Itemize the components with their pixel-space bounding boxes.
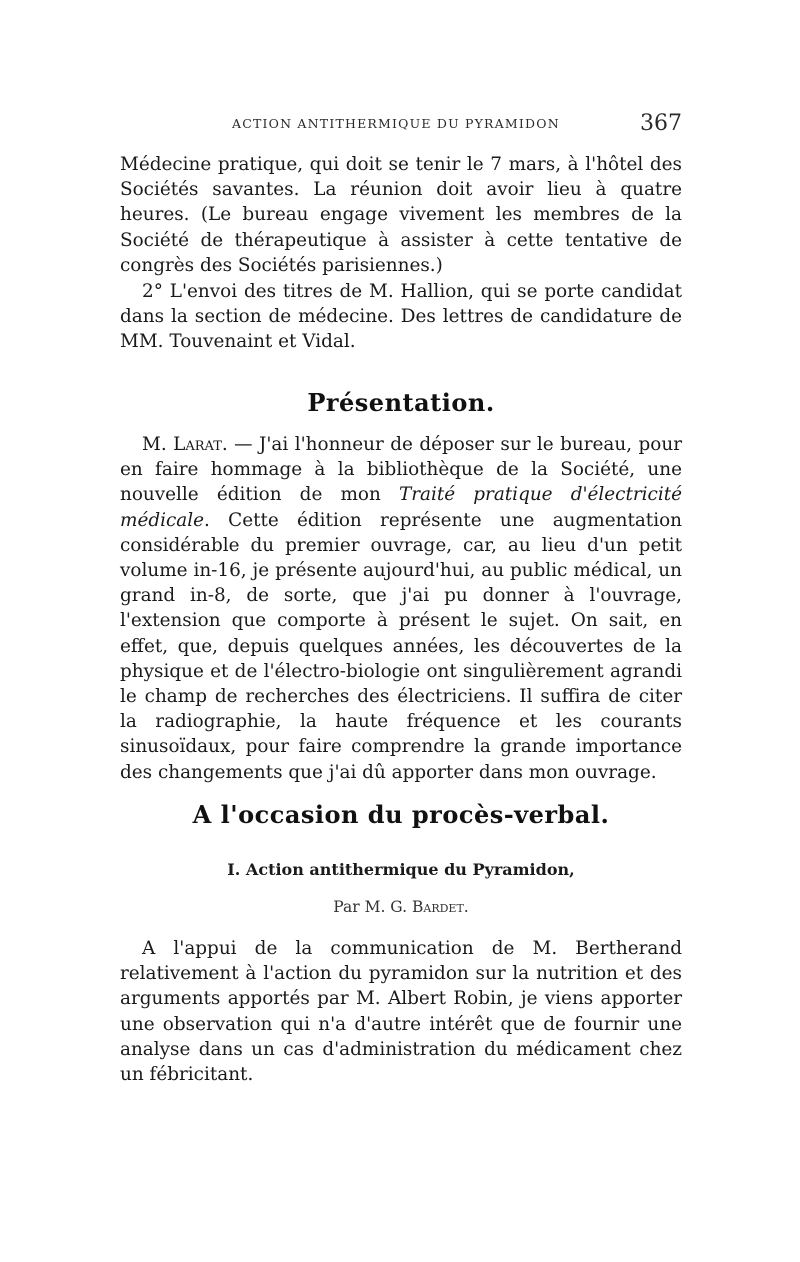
paragraph-titles [120, 279, 682, 355]
paragraph-text: 2° L'envoi des titres de M. Hallion, qui se porte candidat dans la section de médecine. Des lettres de candidature de MM. Touvenaint et Vidal. [120, 281, 682, 353]
paragraph-text: Médecine pratique, qui doit se tenir le 7 mars, à l'hôtel des Sociétés savantes. La réunion doit avoir lieu à quatre heures. (Le bureau engage vivement les membres de la Société de thérapeutique à assister à cette tentative de congrès des Sociétés parisiennes.) [120, 154, 682, 276]
speaker-prefix: M. [142, 434, 174, 455]
author-prefix: Par M. G. [333, 898, 412, 916]
section-heading-presentation: Présentation. [307, 388, 495, 417]
paragraph-text [120, 432, 682, 785]
book-title: Traité pratique d'électricité médicale [120, 484, 682, 531]
paragraph-presentation [120, 432, 682, 785]
presentation-rest: . Cette édition représente une augmentation considérable du premier ouvrage, car, au lieu d'un petit volume in-16, je présente aujourd'hui, au public médical, un grand in-8, de sorte, que j'ai pu donner à l'ouvrage, l'extension que comporte à présent le sujet. On sait, en effet, que, depuis quelques années, les découvertes de la physique et de l'électro-biologie ont singulièrement agrandi le champ de recherches des électriciens. Il suffira de citer la radiographie, la haute fréquence et les courants sinusoïdaux, pour faire comprendre la grande importance des changements que j'ai dû apporter dans mon ouvrage. [120, 509, 682, 783]
paragraph-continuation [120, 152, 682, 278]
running-head [120, 112, 682, 144]
author-name: Bardet [411, 898, 464, 916]
section-heading-occasion: A l'occasion du procès-verbal. [192, 800, 610, 829]
paragraph-text: A l'appui de la communication de M. Bertherand relativement à l'action du pyramidon sur la nutrition et des arguments apportés par M. Albert Robin, je viens apporter une observation qui n'a d'autre intérêt que de fournir une analyse dans un cas d'administration du médicament chez un fébricitant. [120, 938, 682, 1086]
presentation-intro: . — J'ai l'honneur de déposer sur le bureau, pour en faire hommage à la bibliothèque de la Société, une nouvelle édition de mon [120, 434, 682, 506]
paragraph-article [120, 936, 682, 1087]
article-author [120, 898, 682, 916]
article-title: I. Action antithermique du Pyramidon, [227, 860, 575, 879]
page-number: 367 [640, 111, 682, 136]
author-suffix: . [463, 898, 469, 916]
running-title: ACTION ANTITHERMIQUE DU PYRAMIDON [232, 116, 560, 131]
speaker-name: Larat [173, 434, 222, 455]
